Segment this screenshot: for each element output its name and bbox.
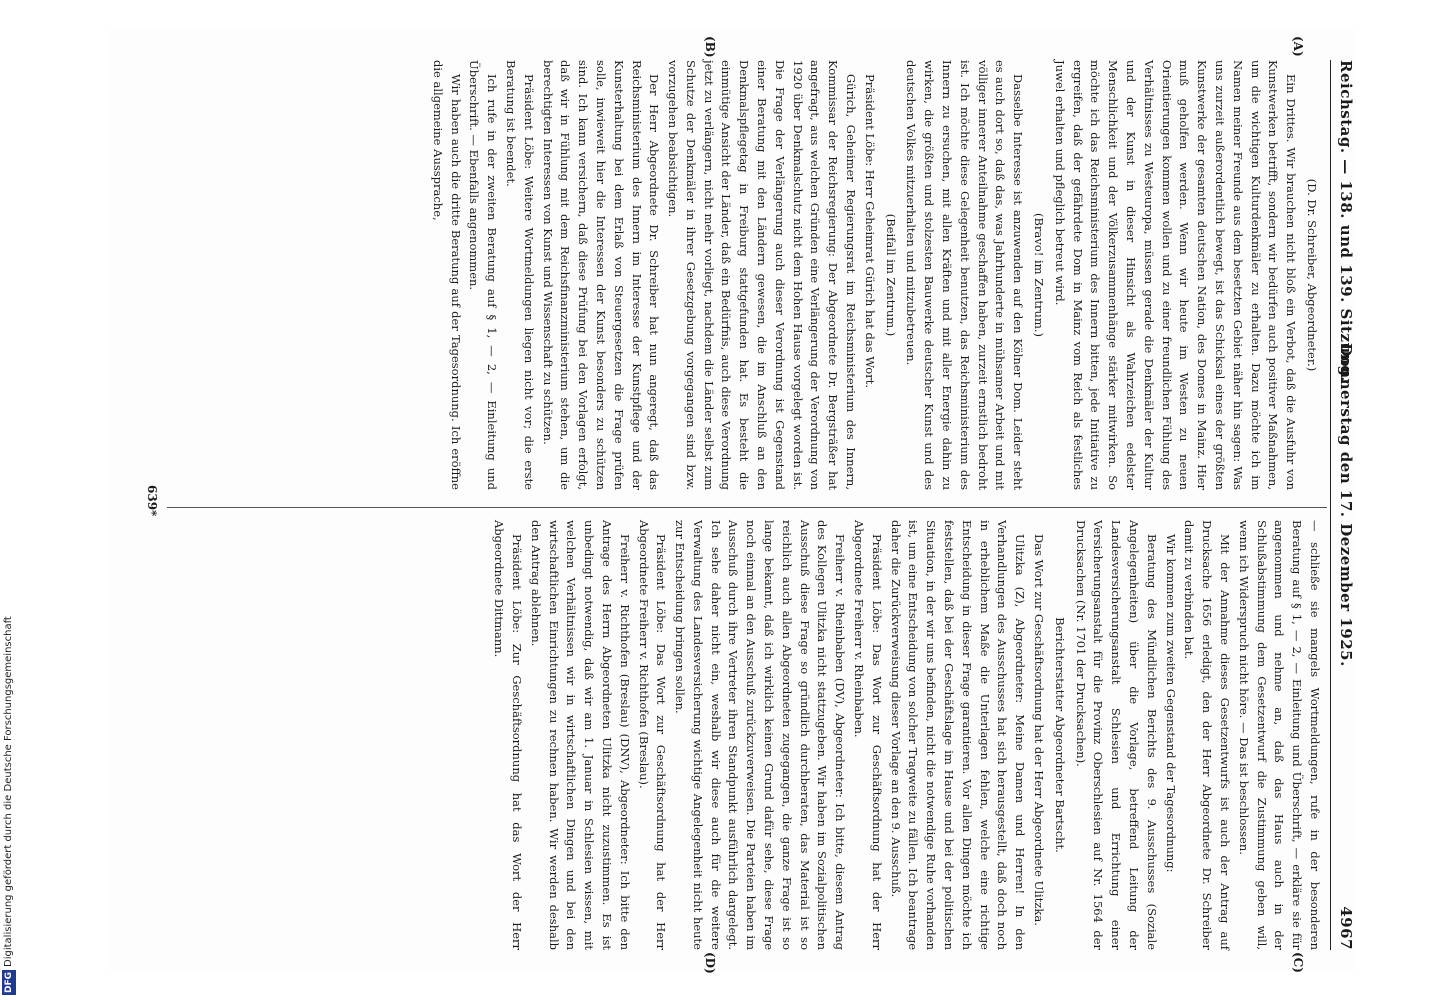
margin-marker-d: (D) <box>703 952 717 974</box>
page-number: 4967 <box>1337 906 1355 950</box>
header-rule <box>1330 60 1331 950</box>
rapporteur: Berichterstatter Abgeordneter Bartscht. <box>1052 617 1067 853</box>
right-column <box>488 520 1323 950</box>
paragraph: Ulitzka (Z), Abgeordneter: Meine Damen und Herren! In den Verhandlungen des Ausschusses hat sich herausgestellt, daß doch noch in erheblichem Maße die Unterlagen fehlen, welche eine richtige Entscheidung in dieser Frage garantieren. Vor allen Dingen möchte ich feststellen, daß bei der Geschäftslage im Hause und bei der politischen Situation, in der wir uns befinden, nicht die notwendige Ruhe vorhanden ist, um eine Entscheidung von solcher Tragweite zu fällen. Ich beantrage daher die Zurückverweisung dieser Vorlage an den 9. Ausschuß. <box>888 520 1028 950</box>
interjection: (Bravo! im Zentrum.) <box>1032 212 1047 337</box>
paragraph: Mit der Annahme dieses Gesetzentwurfs ist auch der Antrag auf Drucksache 1656 erledigt, den der Herr Abgeordnete Dr. Schreiber damit zu verbinden bat. <box>1182 520 1233 950</box>
paragraph: Gürich, Geheimer Regierungsrat im Reichsministerium des Innern, Kommissar der Reichsregierung: Der Abgeordnete Dr. Bergsträßer hat angefragt, aus welchen Gründen eine Verlängerung der Verordnung von 1920 über Denkmalschutz nicht dem Hohen Hause vorgelegt worden ist. Die Frage der Verlängerung auch dieser Verordnung ist Gegenstand einer Beratung mit den Ländern gewesen, die im Anschluß an den Denkmalspflegetag in Freiburg stattgefunden hat. Es besteht die einmütige Ansicht der Länder, daß ein Bedürfnis, auch diese Verordnung jetzt zu verlängern, nicht mehr vorliegt, nachdem die Länder selbst zum Schutze der Denkmäler in ihrer Gesetzgebung vorgegangen sind bzw. vorzugehen beabsichtigen. <box>666 60 859 490</box>
paragraph: Der Herr Abgeordnete Dr. Schreiber hat nun angeregt, daß das Reichsministerium des Innern im Interesse der Kunstpflege und der Kunsterhaltung bei dem Erlaß von Steuergesetzen die Frage prüfen solle, inwieweit hier die Interessen der Kunst besonders zu schützen sind. Ich kann versichern, daß diese Prüfung bei den Vorlagen erfolgt, daß wir in Fühlung mit dem Reichsfinanzministerium stehen, um die berechtigten Interessen von Kunst und Wissenschaft zu schützen. <box>540 60 662 490</box>
margin-marker-c: (C) <box>1291 952 1305 973</box>
speaker-note: (D. Dr. Schreiber, Abgeordneter.) <box>1305 178 1319 372</box>
page-header <box>1333 60 1357 950</box>
interjection: (Beifall im Zentrum.) <box>883 213 898 337</box>
paragraph: Präsident Löbe: Das Wort zur Geschäftsordnung hat der Herr Abgeordnete Freiherr v. Rheinbaben. <box>852 520 884 950</box>
digitization-credit-text: Digitalisierung gefördert durch die Deutsche Forschungsgemeinschaft <box>3 616 14 967</box>
digitization-credit <box>0 0 18 1000</box>
document-page <box>107 30 1357 974</box>
paragraph: Dasselbe Interesse ist anzuwenden auf den Kölner Dom. Leider steht es auch dort so, daß das, was Jahrhunderte in mühsamer Arbeit und mit völliger innerer Anteilnahme geschaffen haben, zurzeit ernstlich bedroht ist. Ich möchte diese Gelegenheit benutzen, das Reichsministerium des Innern zu ersuchen, mit allen Kräften und mit aller Energie dahin zu wirken, die größten und stolzesten Bauwerke deutscher Kunst und des deutschen Volkes mitzuerhalten und mitzubetreuen. <box>904 60 1026 490</box>
paragraph: Wir haben auch die dritte Beratung auf der Tagesordnung. Ich eröffne die allgemeine Aussprache, <box>430 60 463 490</box>
dfg-logo: DFG <box>4 971 14 993</box>
paragraph: Präsident Löbe: Das Wort zur Geschäftsordnung hat der Herr Abgeordnete Freiherr v. Richthofen (Breslau). <box>636 520 669 950</box>
paragraph: Präsident Löbe: Weitere Wortmeldungen liegen nicht vor; die erste Beratung ist beendet. <box>503 60 536 490</box>
paragraph: Ich rufe in der zweiten Beratung auf § 1, — 2, — Einleitung und Überschrift. — Ebenfalls angenommen. <box>467 60 500 490</box>
left-column <box>427 60 1323 490</box>
header-title: Reichstag. — 138. und 139. Sitzung. <box>1337 60 1355 383</box>
paragraph: — schließe sie mangels Wortmeldungen, rufe in der besonderen Beratung auf § 1, — 2, — Einleitung und Überschrift, — erkläre sie für angenommen und nehme an, daß das Haus auch in der Schlußabstimmung dem Gesetzentwurf die Zustimmung geben will, wenn ich Widerspruch nicht höre. — Das ist beschlossen. <box>1236 520 1322 950</box>
paragraph: Freiherr v. Richthofen (Breslau) (DNV), Abgeordneter: Ich bitte den Antrage des Herrn Abgeordneten Ulitzka nicht zuzustimmen. Es ist unbedingt notwendig, daß wir am 1. Januar in Schlesien wissen, mit welchen Verhältnissen wir in wirtschaftlichen Dingen und bei den wirtschaftlichen Einrichtungen zu rechnen haben. Wir werden deshalb den Antrag ablehnen. <box>528 520 632 950</box>
paragraph: Präsident Löbe: Zur Geschäftsordnung hat das Wort der Herr Abgeordnete Dittmann. <box>492 520 524 950</box>
paragraph: Ein Drittes. Wir brauchen nicht bloß ein Verbot, daß die Ausfuhr von Kunstwerken betrifft, sondern wir bedürfen auch positiver Maßnahmen, um die wichtigen Kulturdenkmäler zu erhalten. Dazu möchte ich im Namen meiner Freunde aus dem besetzten Gebiet näher hin sagen: Was uns zurzeit außerordentlich bewegt, ist das Schicksal eines der größten Kunstwerke der gesamten deutschen Nation, des Domes in Mainz. Hier muß geholfen werden. Wenn wir heute im Westen zu neuen Orientierungen kommen wollen und zu einer freundlichen Fühlung des Verhältnisses zu Westeuropa, müssen gerade die Denkmäler der Kultur und der Kunst in dieser Hinsicht als Wahrzeichen edelster Menschlichkeit und der Völkerzusammenhänge stärker mitwirken. So möchte ich das Reichsministerium des Innern bitten, jede Initiative zu ergreifen, daß der gefährdete Dom in Mainz vom Reich als festliches Juwel erhalten und pfleglich betreut wird. <box>1052 60 1299 490</box>
paragraph: Freiherr v. Rheinbaben (DV), Abgeordneter: Ich bitte, diesem Antrag des Kollegen Ulitzka nicht stattzugeben. Wir haben im Sozialpolitischen Ausschuß diese Frage so gründlich durchberaten, das Material ist so reichlich auch allen Abgeordneten zugegangen, die ganze Frage ist so lange bekannt, daß ich wirklich keinen Grund dafür sehe, diese Frage noch einmal an den Ausschuß zurückzuverweisen. Die Parteien haben im Ausschuß durch ihre Vertreter ihren Standpunkt ausführlich dargelegt. Ich sehe daher nicht ein, weshalb wir diese auch für die weitere Verwaltung des Landesversicherung wichtige Angelegenheit nicht heute zur Entscheidung bringen sollen. <box>673 520 848 950</box>
paragraph: Das Wort zur Geschäftsordnung hat der Herr Abgeordnete Ulitzka. <box>1032 534 1047 926</box>
paragraph: Präsident Löbe: Herr Geheimrat Gürich hat das Wort. <box>862 74 877 389</box>
margin-marker-b: (B) <box>703 36 717 58</box>
page-footer: 639* <box>145 485 159 517</box>
paragraph: Wir kommen zum zweiten Gegenstand der Tagesordnung: <box>1163 534 1178 873</box>
agenda-item: Beratung des Mündlichen Berichts des 9. Ausschusses (Soziale Angelegenheiten) über die Vorlage, betreffend Leitung der Landesversicherungsanstalt Schlesien und Errichtung einer Versicherungsanstalt für die Provinz Oberschlesien auf Nr. 1564 der Drucksachen (Nr. 1701 der Drucksachen). <box>1073 520 1159 950</box>
column-divider <box>167 507 1327 508</box>
margin-marker-a: (A) <box>1291 36 1305 57</box>
header-date: Donnerstag den 17. Dezember 1925. <box>1337 343 1355 667</box>
